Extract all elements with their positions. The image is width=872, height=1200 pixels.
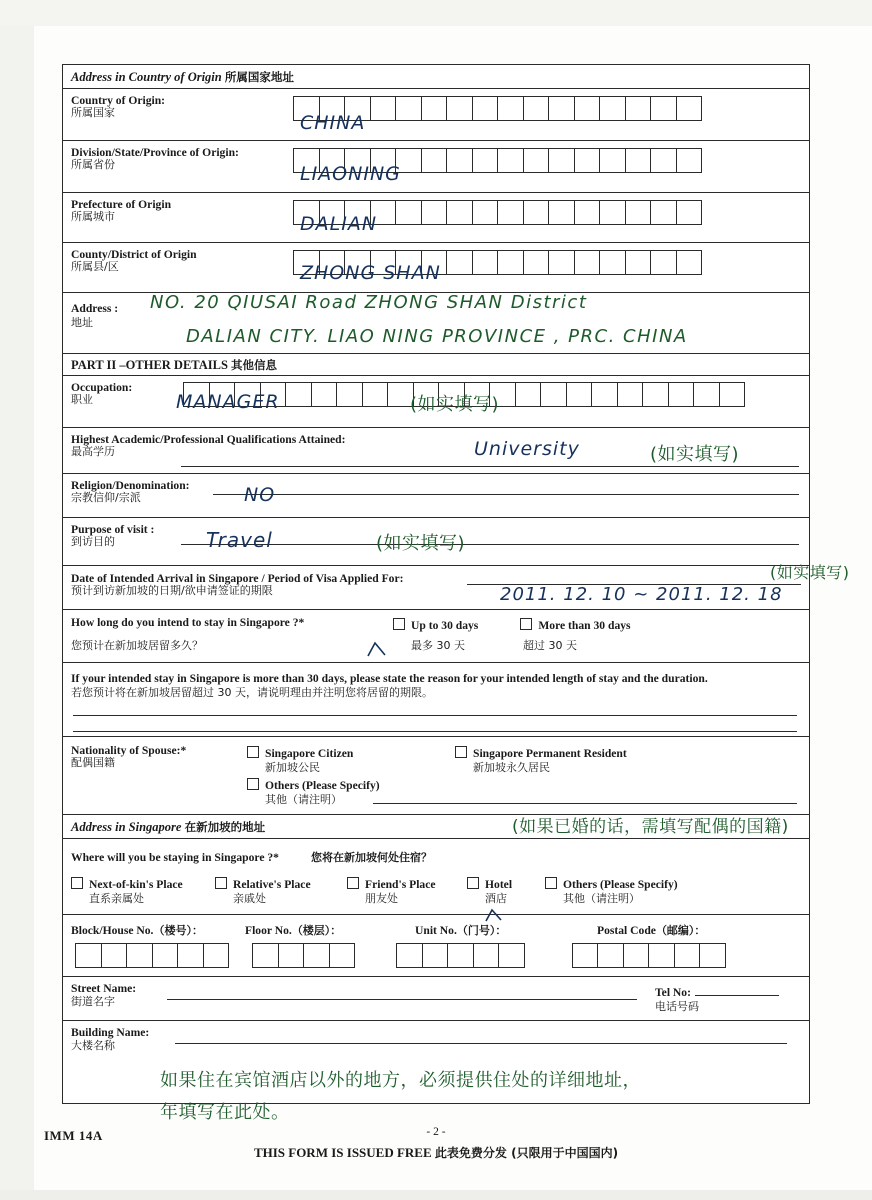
field-county-of-origin bbox=[63, 243, 809, 293]
street-name-input[interactable] bbox=[167, 982, 637, 1000]
hw-qualification: University bbox=[474, 438, 580, 460]
spouse-option-pr-cn: 新加坡永久居民 bbox=[473, 761, 550, 774]
checkbox-singapore-pr[interactable] bbox=[455, 746, 467, 758]
origin-address-label-cn: 地址 bbox=[71, 316, 93, 329]
prefecture-of-origin-boxes[interactable] bbox=[293, 200, 701, 225]
section-origin-title bbox=[63, 65, 809, 89]
hw-margin-note: (如实填写) bbox=[770, 563, 850, 582]
unit-label: Unit No.（门号）： bbox=[415, 924, 507, 938]
duration-label-cn: 您预计在新加坡居留多久？ bbox=[71, 639, 203, 652]
page-number: - 2 - bbox=[426, 1126, 446, 1138]
religion-label-en: Religion/Denomination: bbox=[71, 479, 190, 492]
section-singapore-title-cn: 在新加坡的地址 bbox=[184, 820, 266, 835]
duration-option-1[interactable]: Up to 30 days bbox=[393, 616, 478, 634]
stay-reason-line-1 bbox=[73, 715, 797, 716]
floor-boxes[interactable] bbox=[252, 943, 354, 968]
free-notice-cn: 此表免费分发 (只限用于中国国内) bbox=[434, 1146, 619, 1160]
qualification-label-cn: 最高学历 bbox=[71, 445, 115, 459]
hw-purpose: Travel bbox=[206, 528, 273, 552]
county-of-origin-boxes[interactable] bbox=[293, 250, 701, 275]
spouse-others-line bbox=[373, 803, 797, 804]
spouse-label-en: Nationality of Spouse:* bbox=[71, 744, 187, 757]
province-of-origin-boxes[interactable] bbox=[293, 148, 701, 173]
free-notice-en: THIS FORM IS ISSUED FREE bbox=[253, 1145, 432, 1160]
section-origin-title-cn: 所属国家地址 bbox=[224, 70, 294, 84]
tel-no-label-cn: 电话号码 bbox=[655, 1000, 699, 1014]
block-house-boxes[interactable] bbox=[75, 943, 228, 968]
street-name-label-cn: 街道名字 bbox=[71, 994, 115, 1008]
stay-reason-text-en: If your intended stay in Singapore is more than 30 days, please state the reason for your intended length of stay and the duration. bbox=[71, 672, 708, 685]
hw-county-of-origin: ZHONG SHAN bbox=[300, 262, 441, 284]
arrival-label-en: Date of Intended Arrival in Singapore / Period of Visa Applied For: bbox=[71, 572, 404, 585]
checkbox-spouse-others[interactable] bbox=[247, 778, 259, 790]
field-arrival-date[interactable] bbox=[63, 566, 809, 610]
field-duration bbox=[63, 610, 809, 663]
checkbox-relative-place[interactable] bbox=[215, 877, 227, 889]
field-religion[interactable] bbox=[63, 474, 809, 518]
qualification-write-line bbox=[181, 466, 799, 467]
stay-reason-line-2 bbox=[73, 731, 797, 732]
section-singapore-title-en: Address in Singapore bbox=[71, 820, 182, 835]
checkbox-hotel[interactable] bbox=[467, 877, 479, 889]
staying-question-en: Where will you be staying in Singapore ?* bbox=[71, 851, 279, 865]
section-origin-title-en: Address in Country of Origin bbox=[71, 70, 222, 84]
country-of-origin-label: Country of Origin: 所属国家 bbox=[71, 94, 166, 120]
building-name-input[interactable] bbox=[175, 1026, 787, 1044]
field-qualification[interactable] bbox=[63, 428, 809, 474]
tel-no-input[interactable] bbox=[695, 982, 779, 996]
field-occupation bbox=[63, 376, 809, 428]
qualification-label-en: Highest Academic/Professional Qualifications Attained: bbox=[71, 433, 346, 446]
country-of-origin-boxes[interactable] bbox=[293, 96, 701, 121]
county-of-origin-label: County/District of Origin 所属县/区 bbox=[71, 248, 197, 274]
hw-origin-address-line1: NO. 20 QIUSAI Road ZHONG SHAN District bbox=[150, 292, 588, 313]
hw-occupation: MANAGER bbox=[176, 391, 280, 413]
duration-option-2-cn: 超过 30 天 bbox=[523, 639, 577, 652]
spouse-option-citizen-cn: 新加坡公民 bbox=[265, 761, 320, 774]
origin-address-label-en: Address : bbox=[71, 302, 119, 315]
tick-up-to-30-days bbox=[366, 640, 388, 660]
occupation-boxes[interactable] bbox=[183, 382, 744, 407]
field-country-of-origin bbox=[63, 89, 809, 141]
arrival-write-line bbox=[467, 584, 801, 585]
sg-building-row[interactable] bbox=[63, 1021, 809, 1091]
purpose-write-line bbox=[181, 544, 799, 545]
sg-street-tel-row bbox=[63, 977, 809, 1021]
prefecture-of-origin-label: Prefecture of Origin 所属城市 bbox=[71, 198, 172, 224]
hw-religion: NO bbox=[244, 484, 276, 506]
checkbox-stay-others[interactable] bbox=[545, 877, 557, 889]
duration-label-en: How long do you intend to stay in Singapore ?* bbox=[71, 616, 305, 629]
sg-address-number-row bbox=[63, 915, 809, 977]
hw-building-note-2: 年填写在此处。 bbox=[160, 1102, 290, 1123]
hw-arrival-dates: 2011. 12. 10 ~ 2011. 12. 18 bbox=[500, 584, 783, 605]
purpose-label-en: Purpose of visit : bbox=[71, 523, 155, 536]
scan-edge-left bbox=[0, 0, 34, 1200]
checkbox-up-to-30-days[interactable] bbox=[393, 618, 405, 630]
section-singapore-title bbox=[63, 815, 809, 839]
scan-edge-bottom bbox=[0, 1190, 872, 1200]
spouse-option-others-cn: 其他（请注明） bbox=[265, 792, 342, 806]
field-province-of-origin bbox=[63, 141, 809, 193]
hw-purpose-note: (如实填写) bbox=[376, 533, 466, 554]
spouse-label-cn: 配偶国籍 bbox=[71, 756, 115, 770]
form-code: IMM 14A bbox=[44, 1128, 103, 1143]
stay-option-relative[interactable]: Relative's Place 亲戚处 bbox=[215, 875, 343, 906]
checkbox-next-of-kin[interactable] bbox=[71, 877, 83, 889]
checkbox-singapore-citizen[interactable] bbox=[247, 746, 259, 758]
hw-building-note-1: 如果住在宾馆酒店以外的地方，必须提供住处的详细地址， bbox=[160, 1070, 641, 1091]
duration-option-2[interactable]: More than 30 days bbox=[520, 616, 630, 634]
stay-reason-text-cn: 若您预计将在新加坡居留超过 30 天，请说明理由并注明您将居留的期限。 bbox=[71, 686, 433, 700]
province-of-origin-label: Division/State/Province of Origin: 所属省份 bbox=[71, 146, 239, 172]
street-name-label-en: Street Name: bbox=[71, 982, 137, 996]
checkbox-more-than-30-days[interactable] bbox=[520, 618, 532, 630]
unit-boxes[interactable] bbox=[396, 943, 524, 968]
stay-option-hotel[interactable]: Hotel 酒店 bbox=[467, 875, 541, 906]
part-two-bar bbox=[63, 353, 809, 376]
stay-option-next-of-kin[interactable]: Next-of-kin's Place 直系亲属处 bbox=[71, 875, 211, 906]
arrival-label-cn: 预计到访新加坡的日期/欲申请签证的期限 bbox=[71, 584, 273, 598]
stay-option-others[interactable]: Others (Please Specify) 其他（请注明） bbox=[545, 875, 678, 906]
postal-label: Postal Code（邮编）： bbox=[597, 924, 706, 938]
spouse-option-others[interactable]: Others (Please Specify) bbox=[247, 776, 427, 794]
part-two-bar-cn: 其他信息 bbox=[231, 358, 278, 372]
hw-prefecture-of-origin: DALIAN bbox=[300, 213, 378, 235]
hw-spouse-note: (如果已婚的话，需填写配偶的国籍) bbox=[512, 817, 789, 837]
field-origin-address[interactable] bbox=[63, 293, 809, 353]
immigration-form bbox=[62, 64, 810, 1104]
field-purpose[interactable] bbox=[63, 518, 809, 566]
purpose-label-cn: 到访目的 bbox=[71, 535, 115, 549]
building-name-label-cn: 大楼名称 bbox=[71, 1038, 115, 1052]
free-notice bbox=[0, 1144, 872, 1161]
field-stay-reason[interactable] bbox=[63, 663, 809, 737]
religion-label-cn: 宗教信仰/宗派 bbox=[71, 491, 141, 505]
spouse-option-citizen[interactable]: Singapore Citizen bbox=[247, 744, 427, 762]
hw-origin-address-line2: DALIAN CITY. LIAO NING PROVINCE , PRC. CHINA bbox=[186, 326, 688, 347]
spouse-option-pr[interactable]: Singapore Permanent Resident bbox=[455, 744, 627, 762]
tick-hotel bbox=[484, 907, 504, 925]
scan-edge-top bbox=[0, 0, 872, 26]
field-staying-where bbox=[63, 839, 809, 873]
religion-write-line bbox=[213, 494, 799, 495]
hw-province-of-origin: LIAONING bbox=[300, 163, 401, 185]
building-name-label-en: Building Name: bbox=[71, 1026, 150, 1040]
stay-options-row bbox=[63, 873, 809, 915]
checkbox-friend-place[interactable] bbox=[347, 877, 359, 889]
staying-question-cn: 您将在新加坡何处住宿？ bbox=[310, 851, 432, 865]
duration-option-1-cn: 最多 30 天 bbox=[411, 639, 465, 652]
occupation-label: Occupation: 职业 bbox=[71, 381, 133, 407]
hw-occupation-note: (如实填写) bbox=[410, 394, 500, 415]
field-spouse-nationality bbox=[63, 737, 809, 815]
field-prefecture-of-origin bbox=[63, 193, 809, 243]
tel-no-label-en: Tel No: bbox=[655, 986, 691, 1000]
block-house-label: Block/House No.（楼号）： bbox=[71, 924, 203, 938]
floor-label: Floor No.（楼层）： bbox=[245, 924, 342, 938]
hw-country-of-origin: CHINA bbox=[300, 112, 366, 134]
part-two-bar-en: PART II –OTHER DETAILS bbox=[71, 358, 228, 372]
hw-qualification-note: (如实填写) bbox=[650, 444, 740, 465]
postal-code-boxes[interactable] bbox=[572, 943, 725, 968]
stay-option-friend[interactable]: Friend's Place 朋友处 bbox=[347, 875, 463, 906]
